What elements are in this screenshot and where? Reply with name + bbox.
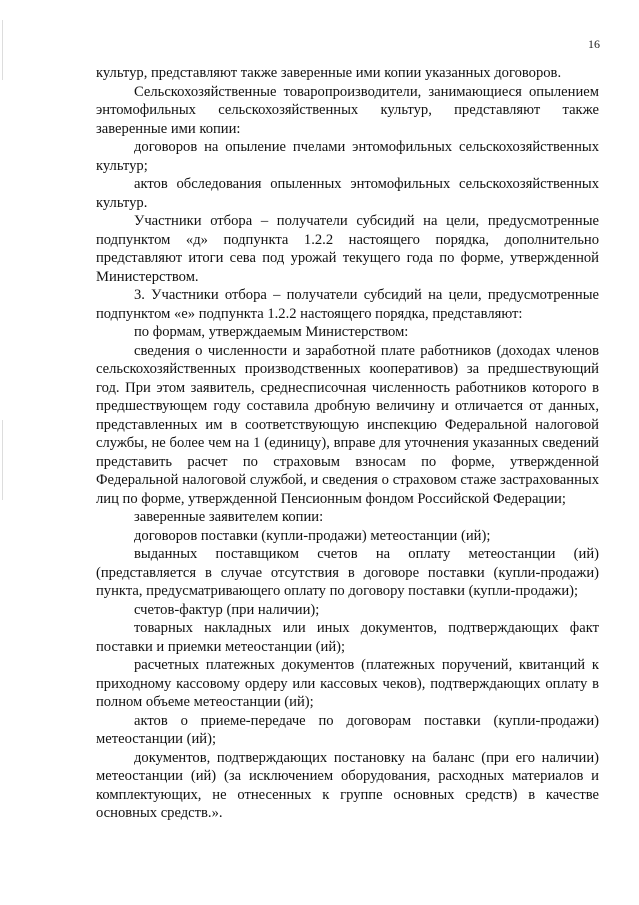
scan-edge-mark: [2, 20, 3, 80]
paragraph: документов, подтверждающих постановку на баланс (при его наличии) метеостанции (ий) (за исключением оборудования, расходных материалов и комплектующих, не отнесенных к группе основных средств) в качестве основных средств.».: [96, 749, 599, 821]
paragraph: расчетных платежных документов (платежных поручений, квитанций к приходному кассовому ордеру или кассовых чеков), подтверждающих оплату в полном объеме метеостанции (ий);: [96, 657, 599, 710]
paragraph: сведения о численности и заработной плате работников (доходах членов сельскохозяйственных производственных кооперативов) за предшествующий год. При этом заявитель, среднесписочная численность работников которого в предшествующем году составила дробную величину и отличается от данных, представленных им в соответствующую инспекцию Федеральной налоговой службы, не более чем на 1 (единицу), вправе для уточнения указанных сведений представить расчет по страховым взносам по форме, утвержденной Федеральной налоговой службой, и сведения о страховом стаже застрахованных лиц по форме, утвержденной Пенсионным фондом Российской Федерации;: [96, 342, 599, 507]
paragraph: выданных поставщиком счетов на оплату метеостанции (ий) (представляется в случае отсутствия в договоре поставки (купли-продажи) пункта, предусматривающего оплату по договору поставки (купли-продажи);: [96, 546, 599, 599]
paragraph: счетов-фактур (при наличии);: [134, 601, 320, 618]
paragraph: договоров поставки (купли-продажи) метеостанции (ий);: [134, 527, 491, 544]
paragraph: по формам, утверждаемым Министерством:: [134, 324, 409, 340]
paragraph: Сельскохозяйственные товаропроизводители, занимающиеся опылением энтомофильных сельскохозяйственных культур, представляют также заверенные ими копии:: [96, 83, 599, 137]
paragraph: 3. Участники отбора – получатели субсидий на цели, предусмотренные подпунктом «е» подпункта 1.2.2 настоящего порядка, представляют:: [96, 287, 599, 322]
paragraph: Участники отбора – получатели субсидий на цели, предусмотренные подпунктом «д» подпункта 1.2.2 настоящего порядка, дополнительно представляют итоги сева под урожай текущего года по форме, утвержденной Министерством.: [96, 213, 599, 285]
page-number: 16: [588, 37, 600, 51]
document-body: [96, 64, 599, 823]
paragraph: заверенные заявителем копии:: [134, 509, 324, 525]
paragraph: культур, представляют также заверенные ими копии указанных договоров.: [96, 65, 562, 81]
paragraph: товарных накладных или иных документов, подтверждающих факт поставки и приемки метеостанции (ий);: [96, 620, 599, 655]
scan-edge-mark: [2, 420, 3, 500]
paragraph: договоров на опыление пчелами энтомофильных сельскохозяйственных культур;: [96, 139, 599, 174]
paragraph: актов о приеме-передаче по договорам поставки (купли-продажи) метеостанции (ий);: [96, 712, 599, 747]
paragraph: актов обследования опыленных энтомофильных сельскохозяйственных культур.: [96, 176, 599, 211]
